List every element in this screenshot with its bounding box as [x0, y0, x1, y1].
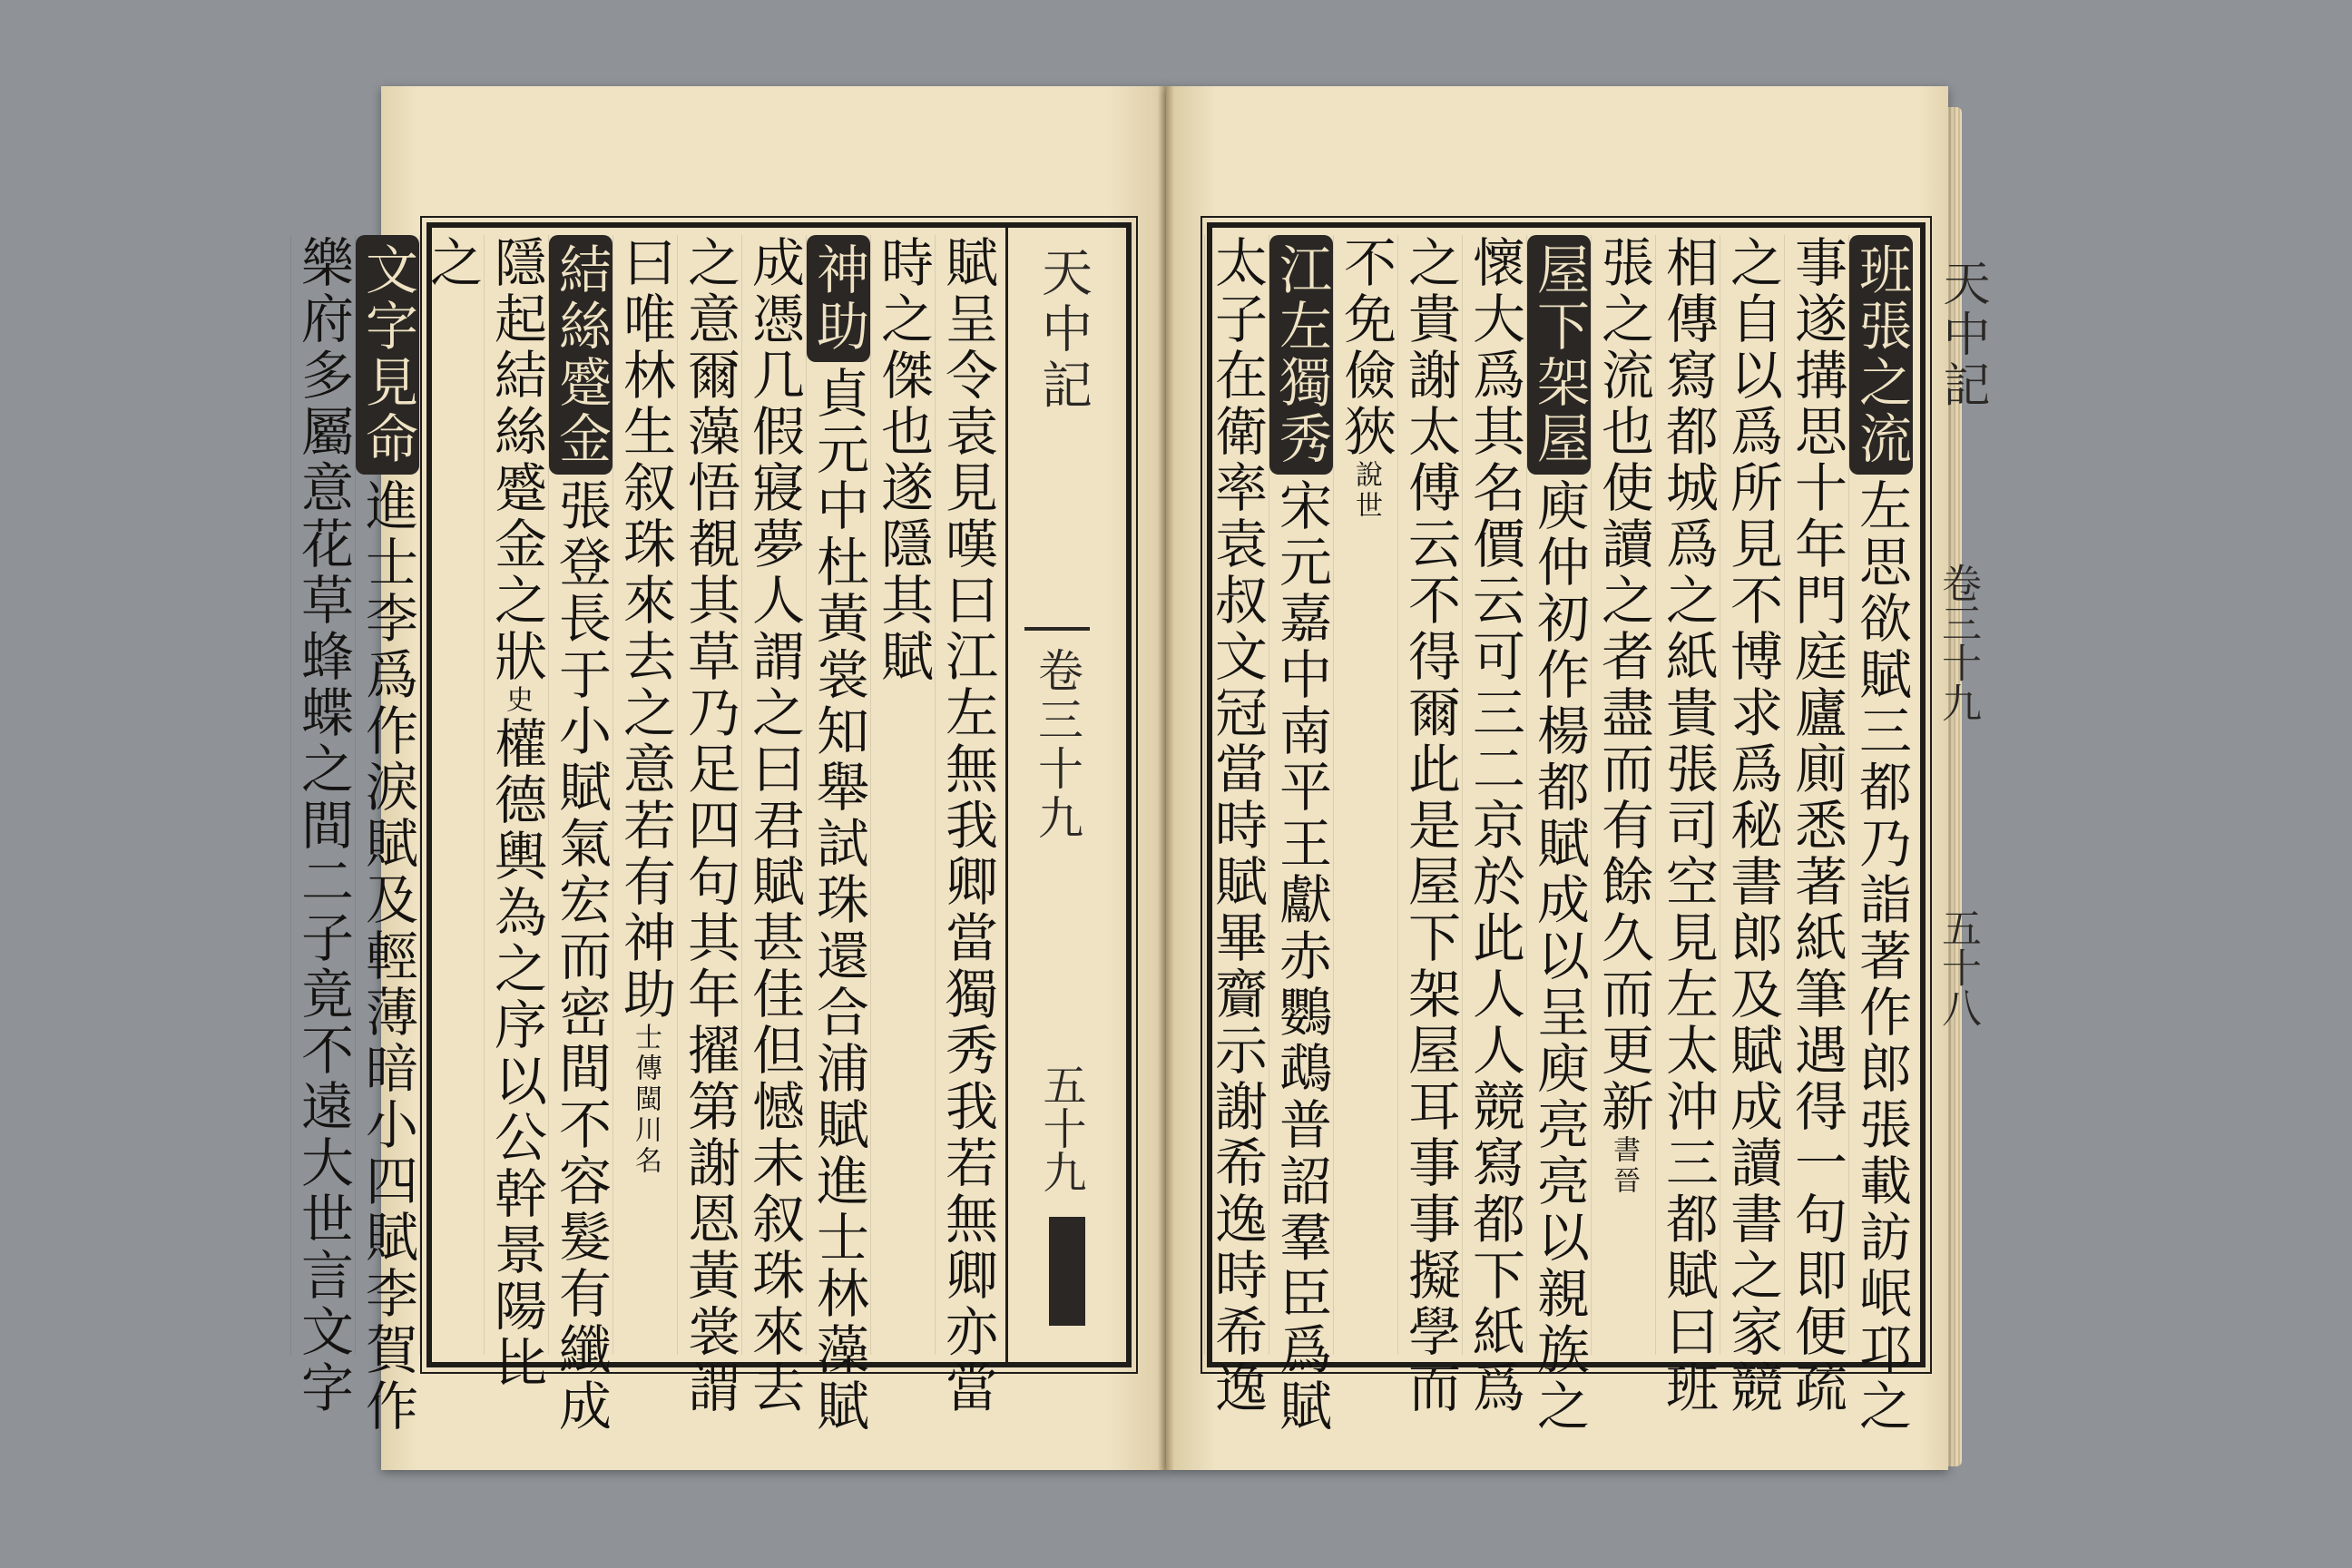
col-text: 不免儉狹: [1335, 235, 1396, 460]
left-col-2: [870, 235, 935, 1355]
col-text: 曰唯林生叙珠來去之意若有神助: [614, 235, 676, 1023]
right-col-6: [1526, 235, 1591, 1435]
right-columns: [1206, 235, 1913, 1435]
left-col-8: [484, 235, 548, 1391]
source-note: 士傳閩川名: [630, 1023, 662, 1177]
right-col-9: [1333, 235, 1397, 1355]
source-note: 書晉: [1608, 1135, 1640, 1197]
left-col-3: [806, 235, 870, 1435]
col-text: 貞元中杜黃裳知舉試珠還合浦賦進士林藻賦: [808, 366, 869, 1435]
source-note: 說世: [1350, 460, 1382, 522]
right-col-11: [1204, 235, 1269, 1416]
right-edge-volume: 卷三十九: [1935, 563, 1981, 722]
col-text: 樂府多屬意花草蜂蝶之間二子竟不遠大世言文字: [292, 235, 354, 1416]
volume-label: 卷三十九: [1024, 627, 1090, 843]
left-col-7: [548, 235, 612, 1435]
left-col-4: [741, 235, 806, 1416]
right-col-3: [1720, 235, 1784, 1416]
col-text: 之: [421, 235, 483, 291]
col-text: 之貴謝太傅云不得爾此是屋下架屋耳事事擬學而: [1399, 235, 1461, 1416]
entry-heading: 屋下架屋: [1527, 235, 1591, 475]
entry-heading: 班張之流: [1849, 235, 1913, 475]
entry-heading: 神助: [807, 235, 870, 362]
right-col-1: [1848, 235, 1913, 1435]
book-gutter: [1158, 86, 1174, 1470]
entry-heading: 結絲蹙金: [549, 235, 612, 475]
left-col-5: [677, 235, 741, 1416]
book-title: 天中記: [1034, 246, 1093, 415]
left-text-frame: [292, 222, 1132, 1435]
left-col-6: [612, 235, 677, 1355]
left-columns: [292, 235, 999, 1435]
right-edge-title: 天中記: [1935, 259, 1989, 411]
right-col-7: [1462, 235, 1526, 1416]
col-text: 成憑几假寢夢人謂之曰君賦甚佳但憾未叙珠來去: [743, 235, 805, 1416]
col-text: 宋元嘉中南平王獻赤鸚鵡普詔羣臣爲賦: [1270, 478, 1332, 1435]
source-note: 史: [501, 685, 533, 716]
col-text: 庾仲初作楊都賦成以呈庾亮亮以親族之: [1528, 478, 1590, 1435]
col-text: 權德輿為之序以公幹景陽比: [485, 716, 547, 1391]
left-col-11: [290, 235, 355, 1416]
col-text: 時之傑也遂隱其賦: [872, 235, 934, 685]
left-center-strip: [1005, 228, 1126, 1362]
col-text: 張之流也使讀之者盡而有餘久而更新: [1592, 235, 1654, 1135]
entry-heading: 文字見命: [356, 235, 419, 475]
page-number: 五十九: [1035, 1063, 1086, 1193]
entry-heading: 江左獨秀: [1269, 235, 1333, 475]
right-text-frame: [1206, 222, 1926, 1435]
right-col-4: [1655, 235, 1720, 1416]
col-text: 隱起結絲蹙金之狀: [485, 235, 547, 685]
right-col-2: [1784, 235, 1848, 1416]
right-col-10: [1269, 235, 1333, 1435]
right-col-5: [1591, 235, 1655, 1355]
right-edge-page-number: 五十八: [1935, 907, 1981, 1027]
col-text: 進士李爲作淚賦及輕薄暗小四賦李賀作: [357, 478, 418, 1435]
left-col-10: [355, 235, 419, 1435]
fish-tail-ornament: [1049, 1217, 1085, 1326]
col-text: 之自以爲所見不博求爲秘書郎及賦成讀書之家競: [1721, 235, 1783, 1416]
right-col-8: [1397, 235, 1462, 1416]
col-text: 左思欲賦三都乃詣著作郎張載訪岷邛之: [1850, 478, 1912, 1435]
left-col-9: [419, 235, 484, 1355]
col-text: 相傳寫都城爲之紙貴張司空見左太沖三都賦曰班: [1657, 235, 1719, 1416]
left-col-1: [935, 235, 999, 1416]
col-text: 事遂搆思十年門庭廬廁悉著紙筆遇得一句即便疏: [1786, 235, 1847, 1416]
col-text: 懷大爲其名價云可三二京於此人人競寫都下紙爲: [1464, 235, 1525, 1416]
col-text: 賦呈令袁見嘆曰江左無我卿當獨秀我若無卿亦當: [936, 235, 998, 1416]
col-text: 之意爾藻悟覩其草乃足四句其年擢第謝恩黃裳謂: [679, 235, 740, 1416]
col-text: 太子在衛率袁叔文冠當時賦畢齎示謝希逸時希逸: [1206, 235, 1268, 1416]
col-text: 張登長于小賦氣宏而密間不容髮有纖成: [550, 478, 612, 1435]
